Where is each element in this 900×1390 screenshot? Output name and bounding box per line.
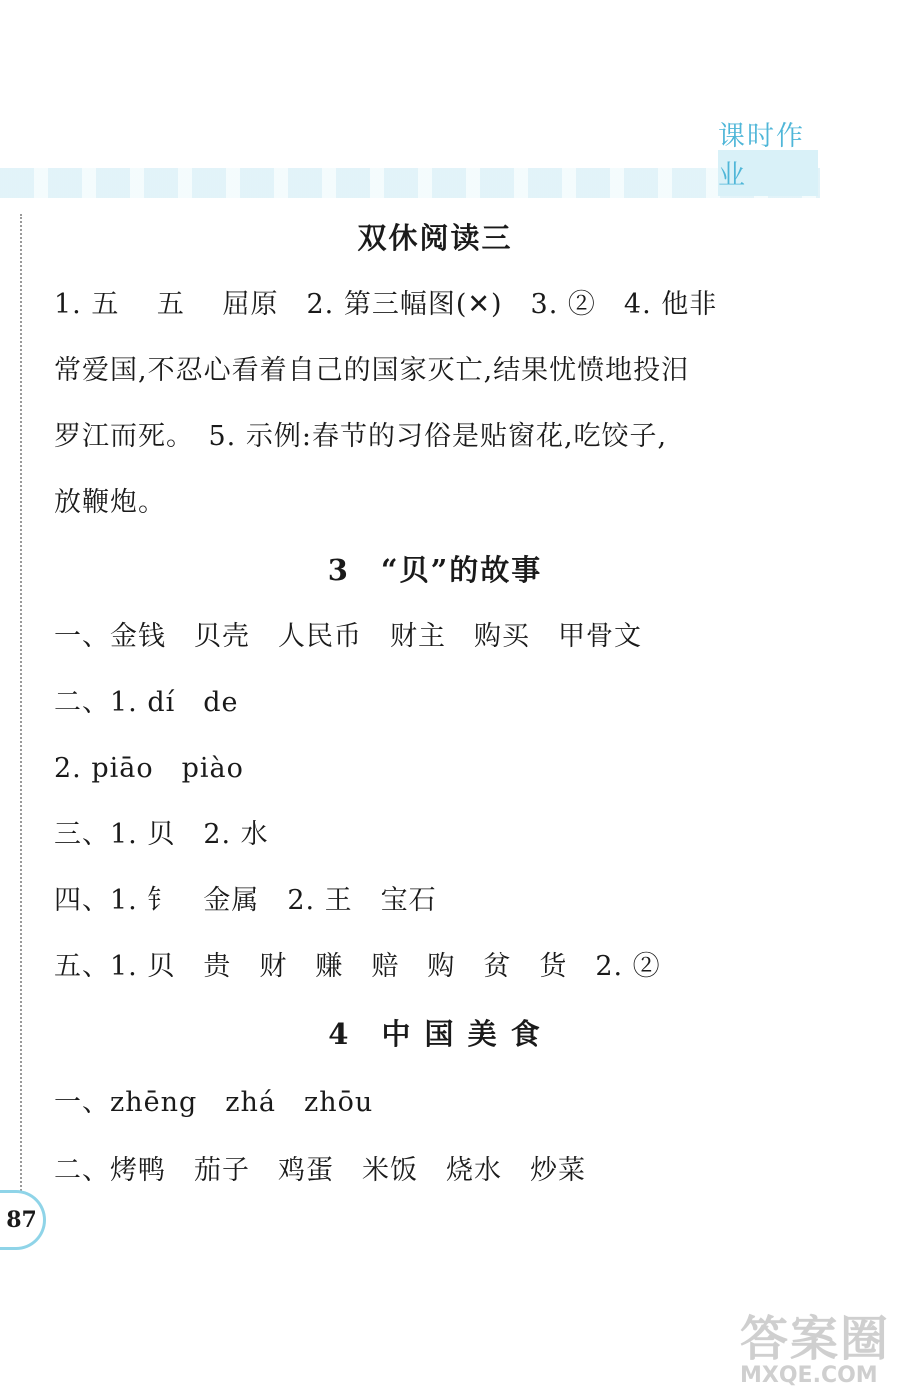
answer-line: 罗江而死。 5. 示例:春节的习俗是贴窗花,吃饺子, [54,421,668,452]
answer-line: 三、1. 贝 2. 水 [54,819,269,850]
answer-line: 放鞭炮。 [54,487,166,518]
answer-line: 一、金钱 贝壳 人民币 财主 购买 甲骨文 [54,621,642,652]
answer-line: 五、1. 贝 贵 财 赚 赔 购 贫 货 2. ② [54,951,661,982]
answer-line: 1. 五 五 屈原 2. 第三幅图(✕) 3. ② 4. 他非 [54,289,718,320]
header-decor-band [0,168,820,198]
section-title-2: 3 “贝”的故事 [327,553,543,587]
watermark-domain: MXQE.COM [740,1363,878,1388]
answer-line: 四、1. 钅 金属 2. 王 宝石 [54,885,437,916]
brand-label: 课时作业 [718,150,818,196]
answer-line: 2. piāo piào [54,753,244,784]
section-title-3: 4 中 国 美 食 [328,1017,542,1051]
watermark-logo [740,1300,900,1388]
answer-line: 二、烤鸭 茄子 鸡蛋 米饭 烧水 炒菜 [54,1155,586,1186]
page-number: 87 [0,1190,46,1250]
section-title-1: 双休阅读三 [357,221,513,255]
answer-line: 一、zhēng zhá zhōu [54,1087,374,1118]
watermark-text: 答案圈 [740,1311,891,1367]
answer-line: 常爱国,不忍心看着自己的国家灭亡,结果忧愤地投汨 [54,355,690,386]
answer-line: 二、1. dí de [54,687,239,718]
